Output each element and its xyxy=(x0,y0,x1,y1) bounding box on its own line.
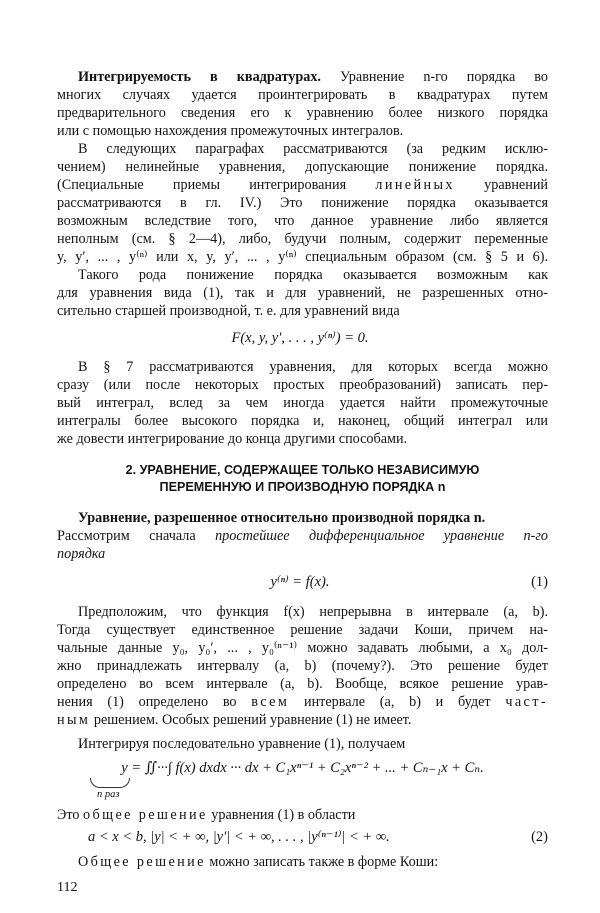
formula-integral: y = ∬···∫ f(x) dxdx ··· dx + C₁xⁿ⁻¹ + C₂xⁿ⁻² + ... + Cₙ₋₁x + Cₙ. xyxy=(121,760,484,776)
formula-2: a < x < b, |y| < + ∞, |y′| < + ∞, . . . , |y⁽ⁿ⁻¹⁾| < + ∞. xyxy=(88,829,390,845)
paragraph6-line2: Тогда существует единственное решение задачи Коши, причем на- xyxy=(57,622,548,638)
section-heading-line2: ПЕРЕМЕННУЮ И ПРОИЗВОДНУЮ ПОРЯДКА n xyxy=(159,480,446,494)
paragraph3-line1: Такого рода понижение порядка оказывается возможным как xyxy=(78,267,548,283)
paragraph4-line2: сразу (или после некоторых простых преобразований) записать пер- xyxy=(57,377,548,393)
underbrace xyxy=(90,778,130,788)
paragraph4-line3: вый интеграл, вслед за чем иногда удается найти промежуточные xyxy=(57,395,548,411)
paragraph2-line5: возможным вследствие того, что данное уравнение либо является xyxy=(57,213,548,229)
paragraph5-line3: порядка xyxy=(57,546,106,562)
paragraph1-line2: многих случаях удается проинтегрировать в квадратурах путем xyxy=(57,87,548,103)
formula-1: y⁽ⁿ⁾ = f(x). xyxy=(270,574,330,590)
underbrace-label: n раз xyxy=(97,789,120,800)
spaced-word: линейных xyxy=(375,177,455,193)
page-number: 112 xyxy=(57,880,78,895)
paragraph2-line2: чением) нелинейные уравнения, допускающие понижение порядка. xyxy=(57,159,548,175)
paragraph3-line2: для уравнения вида (1), так и для уравнений, не разрешенных отно- xyxy=(57,285,548,301)
paragraph6-line4: жно принадлежать интервалу (a, b) (почему?). Это решение будет xyxy=(57,658,548,674)
paragraph5-line2: Рассмотрим сначала простейшее дифференциальное уравнение n-го xyxy=(57,528,548,544)
paragraph2-line1: В следующих параграфах рассматриваются (за редким исклю- xyxy=(78,141,548,157)
paragraph6-line5: определено во всем интервале (a, b). Вообще, всякое решение урав- xyxy=(57,676,548,692)
paragraph1-line3: предварительного сведения его к уравнению более низкого порядка xyxy=(57,105,548,121)
paragraph2-line3: (Специальные приемы интегрирования линейных уравнений xyxy=(57,177,549,193)
paragraph-heading: Интегрируемость в квадратурах. xyxy=(78,69,321,85)
equation-number-2: (2) xyxy=(531,829,548,845)
paragraph7: Интегрируя последовательно уравнение (1), получаем xyxy=(78,736,406,752)
paragraph4-line4: интегралы более высокого порядка и, наконец, общий интеграл или xyxy=(57,413,548,429)
formula-F: F(x, y, y′, . . . , y⁽ⁿ⁾) = 0. xyxy=(231,330,369,346)
paragraph2-line7: y, y′, ... , y⁽ⁿ⁾ или x, y, y′, ... , y⁽ⁿ⁾ специальным образом (см. § 5 и 6). xyxy=(57,249,548,265)
paragraph8: Это общее решение уравнения (1) в области xyxy=(57,807,356,823)
paragraph6-line6: нения (1) определено во всем интервале (a, b) и будет част- xyxy=(57,694,548,710)
paragraph9: Общее решение можно записать также в форме Коши: xyxy=(78,854,439,870)
paragraph5-line1: Уравнение, разрешенное относительно производной порядка n. xyxy=(78,510,486,526)
paragraph6-line3: чальные данные y₀, y₀′, ... , y₀⁽ⁿ⁻¹⁾ можно задавать любыми, а x₀ дол- xyxy=(57,640,548,656)
paragraph1-line1: Интегрируемость в квадратурах. Уравнение n-го порядка во xyxy=(78,69,548,85)
paragraph3-line3: сительно старшей производной, т. е. для уравнений вида xyxy=(57,303,400,319)
equation-number-1: (1) xyxy=(531,574,548,590)
paragraph2-line4: рассматриваются в гл. IV.) Это понижение порядка оказывается xyxy=(57,195,548,211)
paragraph4-line5: же довести интегрирование до конца другими способами. xyxy=(57,431,408,447)
paragraph2-line6: неполным (см. § 2—4), либо, будучи полным, содержит переменные xyxy=(57,231,548,247)
paragraph1-line4: или с помощью нахождения промежуточных интегралов. xyxy=(57,123,404,139)
paragraph6-line7: ным решением. Особых решений уравнение (1) не имеет. xyxy=(57,712,412,728)
paragraph4-line1: В § 7 рассматриваются уравнения, для которых всегда можно xyxy=(78,359,548,375)
section-heading-line1: 2. УРАВНЕНИЕ, СОДЕРЖАЩЕЕ ТОЛЬКО НЕЗАВИСИМУЮ xyxy=(125,463,480,477)
paragraph6-line1: Предположим, что функция f(x) непрерывна в интервале (a, b). xyxy=(78,604,548,620)
